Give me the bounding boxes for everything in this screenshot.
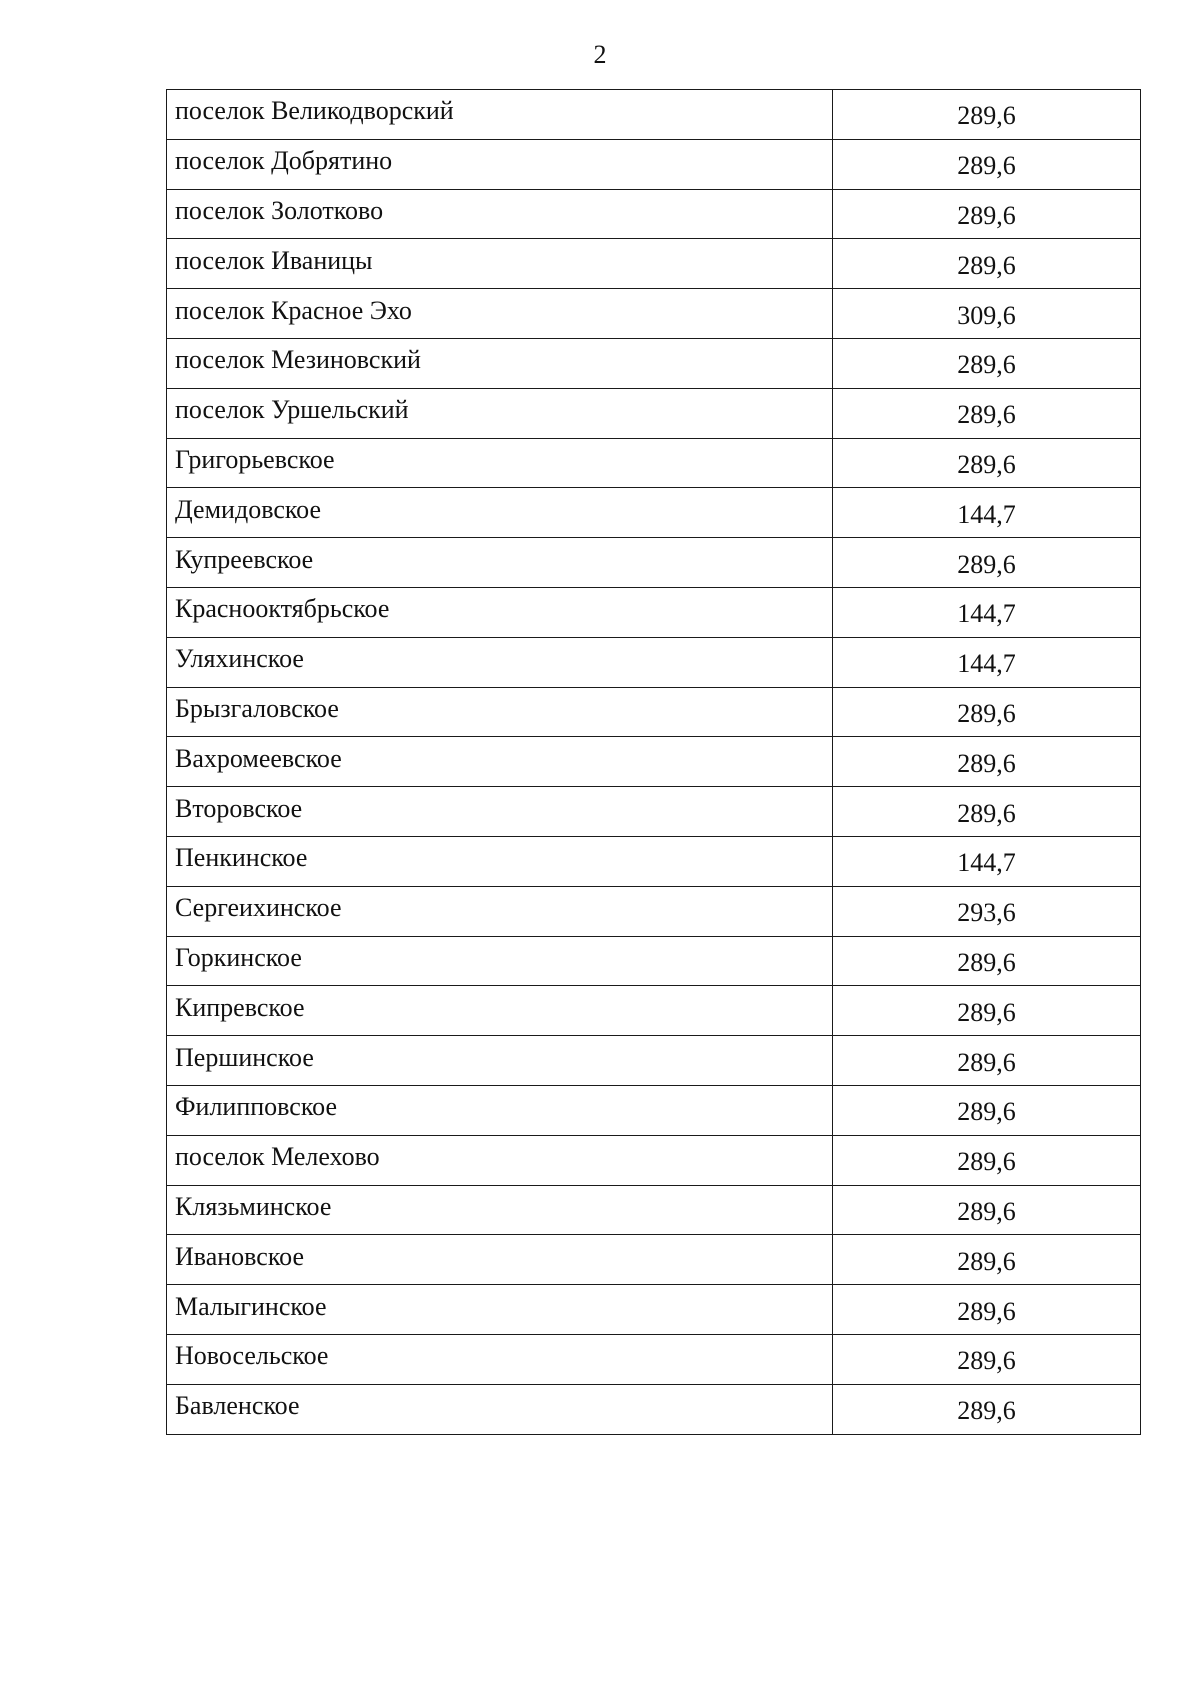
settlement-value-cell: 289,6 <box>833 986 1141 1036</box>
settlement-value-cell: 289,6 <box>833 139 1141 189</box>
table-row <box>167 886 1141 936</box>
settlement-value-cell: 289,6 <box>833 338 1141 388</box>
settlement-value-cell: 289,6 <box>833 239 1141 289</box>
settlements-table-body <box>167 90 1141 1435</box>
settlement-value-cell: 289,6 <box>833 388 1141 438</box>
settlement-value-cell: 289,6 <box>833 787 1141 837</box>
settlement-value-cell: 289,6 <box>833 687 1141 737</box>
table-row <box>167 139 1141 189</box>
settlement-name-cell: Пенкинское <box>167 836 833 886</box>
settlement-value-cell: 289,6 <box>833 1334 1141 1384</box>
settlement-name-cell: Григорьевское <box>167 438 833 488</box>
settlement-value-cell: 289,6 <box>833 1135 1141 1185</box>
settlement-name-cell: Краснооктябрьское <box>167 587 833 637</box>
table-row <box>167 787 1141 837</box>
table-row <box>167 936 1141 986</box>
settlement-name-cell: Второвское <box>167 787 833 837</box>
settlement-value-cell: 289,6 <box>833 1085 1141 1135</box>
settlement-value-cell: 144,7 <box>833 488 1141 538</box>
table-row <box>167 1085 1141 1135</box>
settlement-name-cell: поселок Золотково <box>167 189 833 239</box>
settlement-value-cell: 289,6 <box>833 1036 1141 1086</box>
table-row <box>167 1185 1141 1235</box>
settlement-value-cell: 293,6 <box>833 886 1141 936</box>
table-row <box>167 189 1141 239</box>
table-row <box>167 1384 1141 1434</box>
settlement-name-cell: поселок Мелехово <box>167 1135 833 1185</box>
settlements-table <box>166 89 1141 1435</box>
settlement-name-cell: Клязьминское <box>167 1185 833 1235</box>
settlement-value-cell: 289,6 <box>833 90 1141 140</box>
settlement-value-cell: 289,6 <box>833 1235 1141 1285</box>
table-row <box>167 239 1141 289</box>
table-row <box>167 986 1141 1036</box>
settlement-name-cell: поселок Иваницы <box>167 239 833 289</box>
table-row <box>167 438 1141 488</box>
settlement-name-cell: поселок Великодворский <box>167 90 833 140</box>
settlement-value-cell: 144,7 <box>833 587 1141 637</box>
settlement-name-cell: Кипревское <box>167 986 833 1036</box>
settlement-name-cell: Новосельское <box>167 1334 833 1384</box>
settlement-value-cell: 289,6 <box>833 538 1141 588</box>
table-row <box>167 538 1141 588</box>
table-row <box>167 637 1141 687</box>
table-row <box>167 488 1141 538</box>
settlement-name-cell: поселок Добрятино <box>167 139 833 189</box>
table-row <box>167 836 1141 886</box>
table-row <box>167 1334 1141 1384</box>
table-row <box>167 1135 1141 1185</box>
table-row <box>167 1235 1141 1285</box>
table-row <box>167 587 1141 637</box>
table-row <box>167 1036 1141 1086</box>
settlement-name-cell: Филипповское <box>167 1085 833 1135</box>
settlement-name-cell: Малыгинское <box>167 1285 833 1335</box>
settlement-name-cell: Першинское <box>167 1036 833 1086</box>
settlement-value-cell: 144,7 <box>833 637 1141 687</box>
settlement-name-cell: поселок Мезиновский <box>167 338 833 388</box>
settlement-name-cell: Уляхинское <box>167 637 833 687</box>
table-row <box>167 687 1141 737</box>
settlement-value-cell: 289,6 <box>833 438 1141 488</box>
settlement-name-cell: Купреевское <box>167 538 833 588</box>
table-row <box>167 1285 1141 1335</box>
settlement-name-cell: Брызгаловское <box>167 687 833 737</box>
settlement-value-cell: 289,6 <box>833 737 1141 787</box>
settlement-value-cell: 289,6 <box>833 936 1141 986</box>
settlement-value-cell: 289,6 <box>833 1384 1141 1434</box>
settlement-value-cell: 289,6 <box>833 1185 1141 1235</box>
settlement-value-cell: 309,6 <box>833 289 1141 339</box>
table-row <box>167 388 1141 438</box>
settlement-name-cell: Бавленское <box>167 1384 833 1434</box>
settlement-value-cell: 289,6 <box>833 1285 1141 1335</box>
table-row <box>167 338 1141 388</box>
settlement-name-cell: Сергеихинское <box>167 886 833 936</box>
table-row <box>167 289 1141 339</box>
settlement-name-cell: поселок Уршельский <box>167 388 833 438</box>
page-number: 2 <box>593 40 607 69</box>
settlement-value-cell: 144,7 <box>833 836 1141 886</box>
settlement-name-cell: Ивановское <box>167 1235 833 1285</box>
table-row <box>167 737 1141 787</box>
settlement-name-cell: Вахромеевское <box>167 737 833 787</box>
settlement-name-cell: поселок Красное Эхо <box>167 289 833 339</box>
settlement-name-cell: Горкинское <box>167 936 833 986</box>
settlement-name-cell: Демидовское <box>167 488 833 538</box>
table-row <box>167 90 1141 140</box>
settlement-value-cell: 289,6 <box>833 189 1141 239</box>
